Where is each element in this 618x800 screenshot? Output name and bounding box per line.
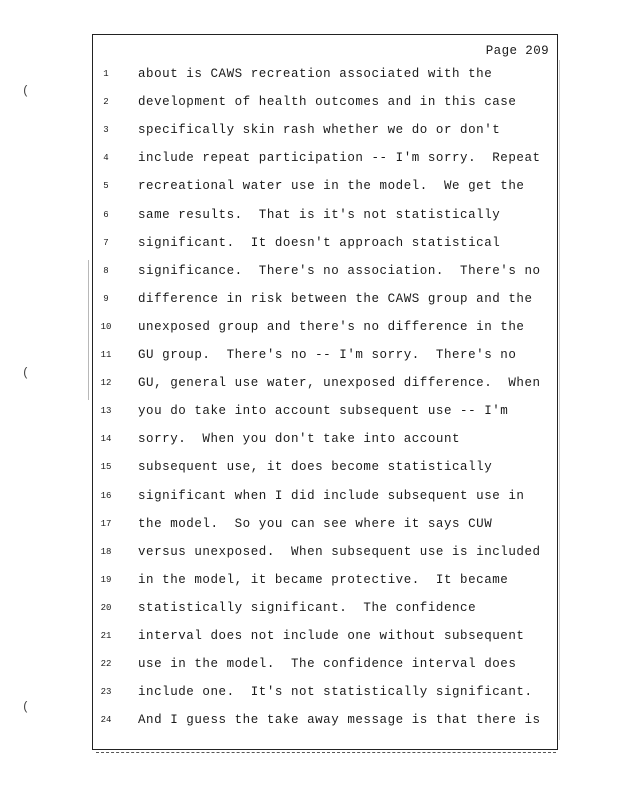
line-number: 2 [103,97,109,108]
binder-hole-mark: ( [22,366,30,380]
transcript-line-text: sorry. When you don't take into account [138,432,461,447]
transcript-line-text: difference in risk between the CAWS group and the [138,291,533,306]
line-number: 15 [100,462,112,473]
transcript-line-text: significant. It doesn't approach statistical [138,235,501,250]
line-number: 6 [103,209,109,220]
transcript-line-text: interval does not include one without subsequent [138,629,525,643]
scan-edge-line [88,260,89,400]
transcript-line-text: GU group. There's no -- I'm sorry. There's no [138,348,517,362]
line-number: 4 [103,153,109,164]
transcript-line-text: specifically skin rash whether we do or don't [138,123,501,138]
line-number: 21 [100,631,112,641]
line-number: 24 [100,715,112,726]
line-number: 11 [100,350,112,360]
line-number: 8 [103,265,109,276]
line-number: 20 [100,602,112,613]
binder-hole-mark: ( [22,84,30,98]
transcript-line-text: versus unexposed. When subsequent use is included [138,544,541,559]
transcript-line-text: the model. So you can see where it says CUW [138,516,493,531]
transcript-line-text: include repeat participation -- I'm sorry. Repeat [138,151,541,166]
line-number: 1 [103,69,109,79]
page-label: Page 209 [485,44,549,58]
binder-hole-mark: ( [22,700,30,714]
line-number: 5 [103,181,109,192]
line-number: 10 [100,321,112,332]
line-number: 23 [100,687,112,698]
line-number: 16 [100,490,112,501]
line-number: 17 [100,518,112,529]
line-number: 14 [100,434,112,445]
transcript-line-text: subsequent use, it does become statistically [138,460,493,475]
transcript-line-text: about is CAWS recreation associated with the [138,67,493,81]
transcript-line-text: include one. It's not statistically significant. [138,685,533,700]
transcript-line-text: you do take into account subsequent use -- I'm [138,404,509,419]
line-number: 3 [103,125,109,136]
line-number: 9 [103,293,109,304]
transcript-line-text: unexposed group and there's no difference in the [138,319,525,334]
scan-bottom-rule [96,752,556,753]
line-number: 22 [100,659,112,670]
line-number: 12 [100,378,112,389]
transcript-line-text: significant when I did include subsequent use in [138,488,525,503]
transcript-line-text: recreational water use in the model. We get the [138,179,525,194]
scan-edge-line [559,60,560,740]
line-number: 7 [103,237,109,248]
line-number: 18 [100,546,112,557]
transcript-line-text: And I guess the take away message is that there is [138,713,541,728]
line-number: 13 [100,406,112,417]
transcript-line-text: significance. There's no association. There's no [138,263,541,278]
transcript-line-text: development of health outcomes and in this case [138,95,517,110]
transcript-line-text: use in the model. The confidence interval does [138,657,517,672]
transcript-line-text: in the model, it became protective. It became [138,572,509,587]
transcript-line-text: GU, general use water, unexposed difference. When [138,376,541,391]
transcript-line-text: statistically significant. The confidence [138,600,477,615]
transcript-line-text: same results. That is it's not statistically [138,207,501,222]
line-number: 19 [100,574,112,585]
